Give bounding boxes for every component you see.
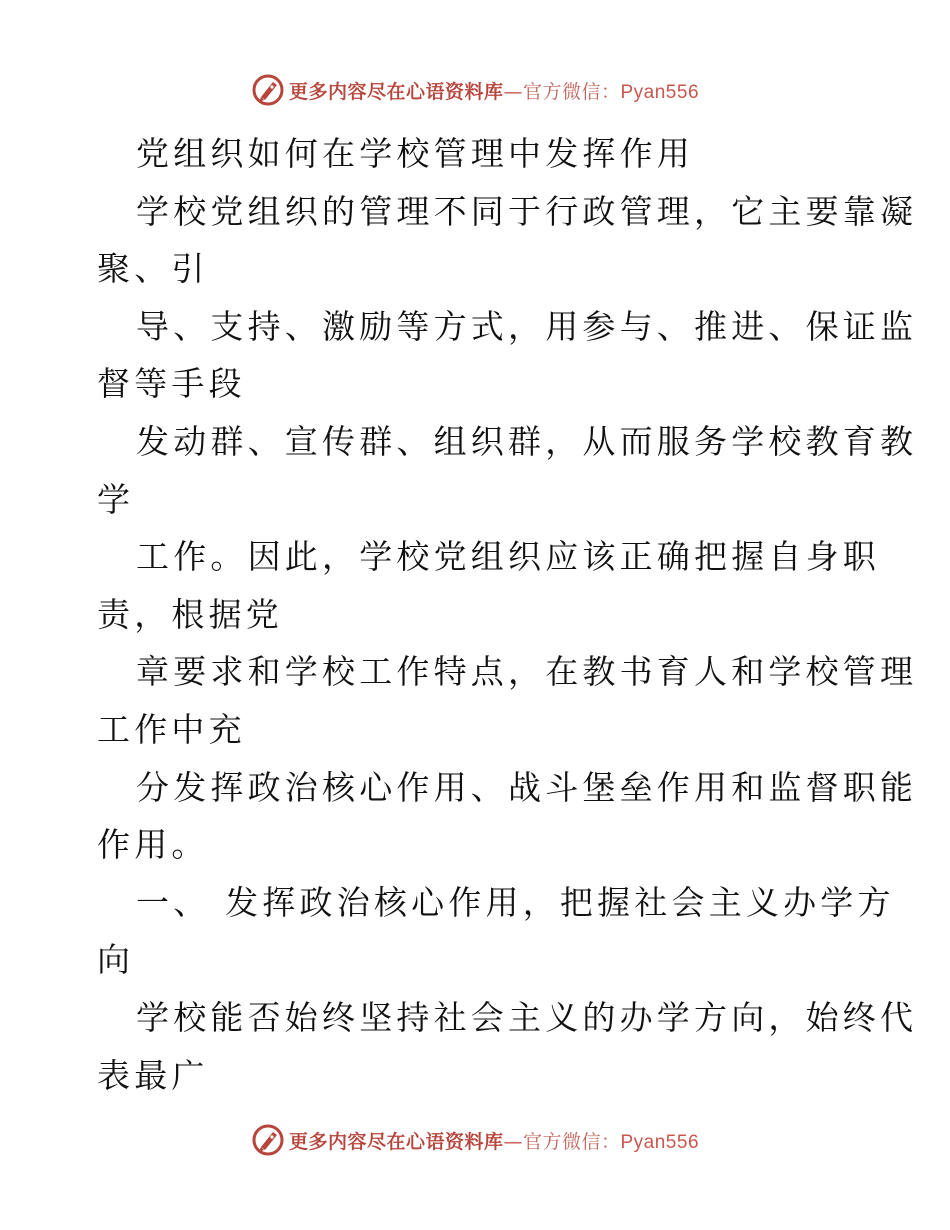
banner-dash: —	[503, 1130, 523, 1153]
banner-wechat-id: Pyan556	[620, 1131, 700, 1153]
banner-brand: 更多内容尽在心语资料库	[288, 80, 504, 103]
text-line: 表最广	[97, 1055, 209, 1095]
banner-official-label: 官方微信：	[522, 80, 621, 103]
banner-text	[289, 77, 699, 104]
text-line: 导、支持、激励等方式，用参与、推进、保证监	[136, 306, 918, 346]
footer-banner	[0, 1120, 950, 1160]
pen-nib-seal-icon	[251, 73, 285, 107]
text-line: 责，根据党	[97, 594, 283, 634]
text-line: 聚、引	[97, 249, 209, 289]
text-line: 作用。	[97, 825, 209, 865]
banner-wechat-id: Pyan556	[620, 81, 700, 103]
header-banner	[0, 70, 950, 110]
text-line: 章要求和学校工作特点，在教书育人和学校管理	[136, 652, 918, 692]
text-line: 学	[97, 479, 135, 519]
banner-dash: —	[503, 80, 523, 103]
text-line: 工作。因此，学校党组织应该正确把握自身职	[136, 537, 880, 577]
banner-official-label: 官方微信：	[522, 1130, 621, 1153]
banner-brand: 更多内容尽在心语资料库	[288, 1130, 504, 1153]
text-line: 分发挥政治核心作用、战斗堡垒作用和监督职能	[136, 767, 918, 807]
banner-text	[289, 1127, 699, 1154]
section-heading: 一、 发挥政治核心作用，把握社会主义办学方	[136, 882, 895, 922]
text-line: 督等手段	[97, 364, 246, 404]
pen-nib-seal-icon	[251, 1123, 285, 1157]
text-line: 工作中充	[97, 709, 246, 749]
text-line: 发动群、宣传群、组织群，从而服务学校教育教	[136, 421, 918, 461]
document-body	[97, 125, 918, 1104]
text-line: 向	[97, 940, 135, 980]
text-line: 学校能否始终坚持社会主义的办学方向，始终代	[136, 997, 918, 1037]
text-line: 学校党组织的管理不同于行政管理，它主要靠凝	[136, 191, 918, 231]
document-title: 党组织如何在学校管理中发挥作用	[136, 134, 694, 173]
